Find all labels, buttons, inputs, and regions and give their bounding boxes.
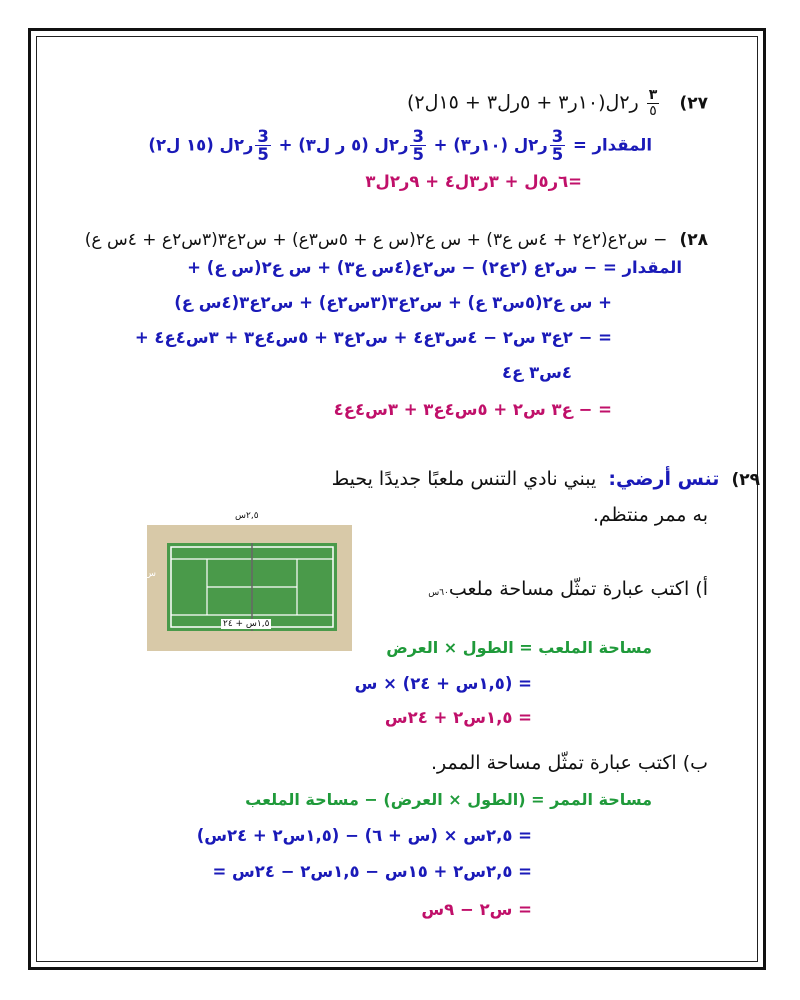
p27-term-a: ر٢ل (١٠ر٣) + [433,135,548,155]
court-side-label: س [145,569,156,579]
p29-part-a-text: أ) اكتب عبارة تمثّل مساحة ملعب [448,578,708,600]
p28-number: ٢٨) [679,230,708,250]
p27-term-c: ر٢ل (١٥ ل٢) [148,135,254,155]
p29-title: تنس أرضي: [608,468,720,490]
p27-frac-a: $\frac{3}{5}$ [551,127,564,165]
p27-frac-c: $\frac{3}{5}$ [257,127,269,165]
p28-line4: ٤س٣ ع٤ [501,363,572,382]
p29-a-line1: = (١,٥س + ٢٤) × س [354,674,532,693]
p29-part-a-small: ٦٠س [428,588,449,598]
p27-question-fraction: $\frac{٣}{٥}$ [648,87,658,119]
p28-question-expression: − س٢ع(٢ع٢ + ٤س ع٣) + س ع٢(س ع + ٥س٣ع) + س٢ع٣(٣س٢ع + ٤س ع) [84,230,668,250]
p29-part-a [428,578,708,600]
p29-a-result: = ١,٥س٢ + ٢٤س [384,708,532,727]
p27-term-b: ر٢ل (٥ ر ل٣) + [278,135,409,155]
p29-b-line2: = ٢,٥س٢ + ١٥س − ١,٥س٢ − ٢٤س = [212,862,532,881]
p27-result: =٦ر٥ل + ٣ر٣ل٤ + ٩ر٢ل٣ [365,172,582,191]
p27-question-expression: ر٢ل(١٠ر٣ + ٥رل٣ + ١٥ل٢) [406,91,639,114]
p29-b-result: = س٢ − ٩س [421,900,532,919]
p29-b-line1: = ٢,٥س × (س + ٦) − (١,٥س٢ + ٢٤س) [196,826,532,845]
court-bottom-label: ١,٥س + ٢٤ [223,619,270,629]
court-top-label: ٢,٥س [235,511,259,521]
p28-line2: + س ع٢(٥س٣ ع) + س٢ع٣(٣س٢ع) + س٢ع٣(٤س ع) [174,293,612,312]
p28-line3: = − ٢ع٣ س٢ − ٤س٣ع٤ + س٢ع٣ + ٥س٤ع٣ + ٣س٤ع٤ + [134,328,612,347]
p27-label: المقدار = [572,135,652,155]
p28-line1: المقدار = − س٢ع (٢ع٢) − س٢ع(٤س ع٣) + س ع٢(س ع) + [187,258,682,277]
p29-part-b: ب) اكتب عبارة تمثّل مساحة الممر. [430,752,708,774]
p27-question [407,88,708,118]
p29-question-line1 [332,468,760,490]
tennis-court-image [145,511,352,651]
p29-number: ٢٩) [731,470,760,490]
p29-question-text1: يبني نادي التنس ملعبًا جديدًا يحيط [331,468,597,490]
p29-a-formula: مساحة الملعب = الطول × العرض [386,638,652,657]
p28-question [85,228,708,250]
p27-number: ٢٧) [679,93,708,114]
p29-b-formula: مساحة الممر = (الطول × العرض) − مساحة الملعب [245,790,652,809]
p27-line1 [148,128,652,164]
p29-question-line2: به ممر منتظم. [592,504,708,526]
p28-result: = − ع٣ س٢ + ٥س٤ع٣ + ٣س٤ع٤ [333,400,612,419]
p27-frac-b: $\frac{3}{5}$ [412,127,424,165]
